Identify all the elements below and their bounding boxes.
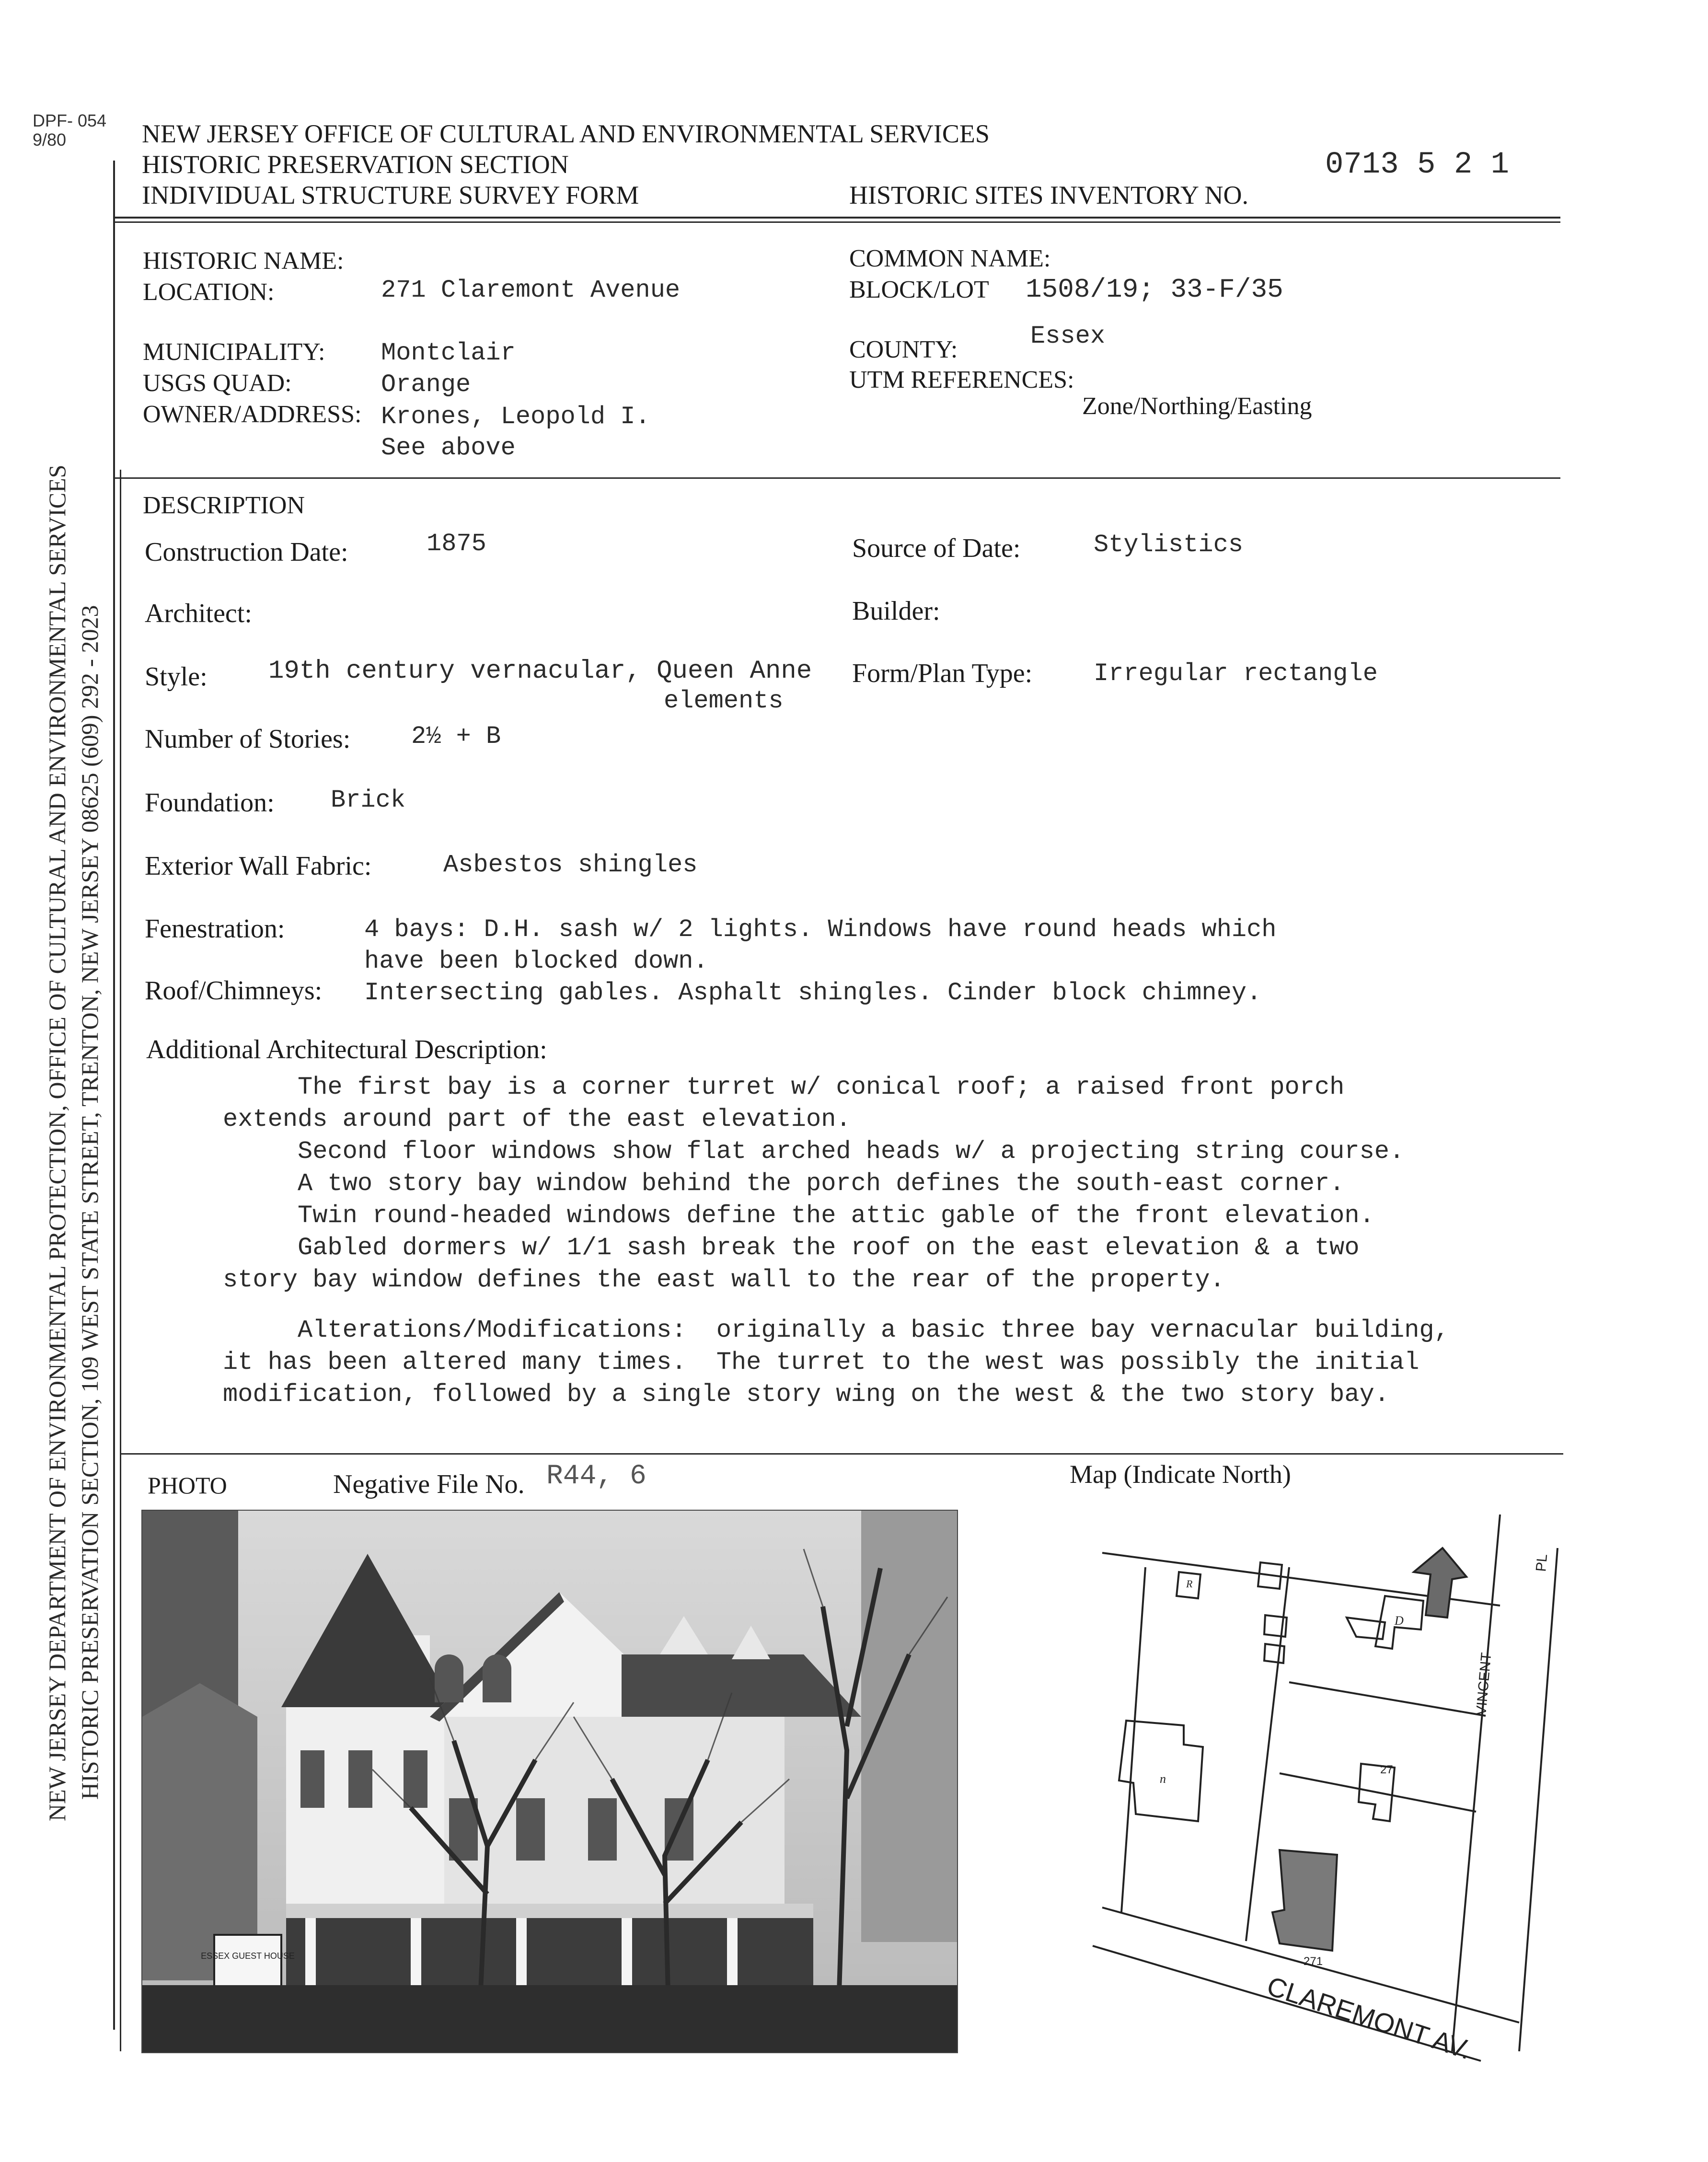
builder-label: Builder:: [852, 596, 940, 626]
stories-value: 2½ + B: [411, 722, 501, 751]
fenestration-label: Fenestration:: [145, 914, 285, 944]
common-name-label: COMMON NAME:: [849, 245, 1051, 272]
wall-fabric-value: Asbestos shingles: [443, 851, 698, 879]
map-lot-27: 27: [1380, 1763, 1393, 1776]
description-line: A two story bay window behind the porch defines the south-east corner.: [223, 1169, 1345, 1198]
negative-file-label: Negative File No.: [333, 1469, 525, 1499]
municipality-label: MUNICIPALITY:: [143, 338, 325, 366]
header-form-name: INDIVIDUAL STRUCTURE SURVEY FORM: [142, 181, 639, 209]
additional-description-text: [223, 1071, 1404, 1296]
house-photo-image: [142, 1511, 957, 2052]
foundation-value: Brick: [331, 786, 406, 814]
form-code-date: 9/80: [33, 130, 67, 150]
house-photograph: [141, 1510, 958, 2053]
map-street-suffix: PL: [1533, 1553, 1551, 1572]
block-lot-label: BLOCK/LOT: [849, 276, 989, 303]
description-divider: [120, 1453, 1563, 1455]
alterations-text: [223, 1314, 1449, 1411]
roof-chimneys-value: Intersecting gables. Asphalt shingles. Cinder block chimney.: [364, 979, 1262, 1007]
inventory-label: HISTORIC SITES INVENTORY NO.: [849, 181, 1249, 209]
additional-description-label: Additional Architectural Description:: [146, 1035, 547, 1064]
architect-label: Architect:: [145, 599, 252, 628]
municipality-value: Montclair: [381, 339, 516, 367]
side-text-department: NEW JERSEY DEPARTMENT OF ENVIRONMENTAL PROTECTION, OFFICE OF CULTURAL AND ENVIRONMENTAL SERVICES: [44, 464, 70, 1821]
inventory-number: 0713 5 2 1: [1325, 148, 1510, 182]
left-frame-line: [113, 161, 115, 2030]
utm-subheading: Zone/Northing/Easting: [1082, 393, 1312, 420]
form-plan-value: Irregular rectangle: [1094, 659, 1378, 688]
style-value: 19th century vernacular, Queen Anne: [268, 657, 812, 686]
location-value: 271 Claremont Avenue: [381, 276, 681, 304]
identification-divider: [113, 477, 1560, 479]
description-line: Twin round-headed windows define the attic gable of the front elevation.: [223, 1202, 1374, 1230]
description-line: Second floor windows show flat arched heads w/ a projecting string course.: [223, 1137, 1405, 1166]
fenestration-value-cont: have been blocked down.: [364, 947, 708, 975]
form-plan-label: Form/Plan Type:: [852, 659, 1033, 688]
usgs-label: USGS QUAD:: [143, 370, 292, 397]
county-value: Essex: [1030, 322, 1106, 350]
source-of-date-label: Source of Date:: [852, 533, 1021, 563]
style-label: Style:: [145, 662, 208, 692]
map-lot-271: 271: [1304, 1955, 1323, 1968]
construction-date-value: 1875: [427, 530, 486, 558]
form-code: [33, 111, 106, 150]
guest-house-sign: ESSEX GUEST HOUSE: [201, 1951, 295, 1961]
description-heading: DESCRIPTION: [143, 492, 305, 519]
alterations-line: Alterations/Modifications: originally a basic three bay vernacular building,: [223, 1316, 1449, 1344]
foundation-label: Foundation:: [145, 788, 275, 818]
form-code-number: DPF- 054: [33, 111, 107, 130]
block-lot-value: 1508/19; 33-F/35: [1026, 274, 1283, 305]
header-divider-2: [113, 221, 1560, 223]
source-of-date-value: Stylistics: [1094, 531, 1244, 559]
utm-label: UTM REFERENCES:: [849, 366, 1074, 393]
construction-date-label: Construction Date:: [145, 537, 348, 567]
fenestration-value: 4 bays: D.H. sash w/ 2 lights. Windows have round heads which: [364, 915, 1277, 944]
map-mark-r: R: [1186, 1578, 1193, 1590]
map-street-claremont: CLAREMONT AV.: [1263, 1970, 1476, 2065]
left-frame-line-inner: [120, 470, 121, 2051]
description-line: Gabled dormers w/ 1/1 sash break the roof on the east elevation & a two: [223, 1234, 1360, 1262]
alterations-line: modification, followed by a single story wing on the west & the two story bay.: [223, 1380, 1389, 1409]
style-value-cont: elements: [664, 687, 784, 715]
side-text-address: HISTORIC PRESERVATION SECTION, 109 WEST STATE STREET, TRENTON, NEW JERSEY 08625 (609) 292 - 2023: [76, 605, 103, 1800]
map-mark-n: n: [1160, 1772, 1166, 1786]
description-line: story bay window defines the east wall to the rear of the property.: [223, 1266, 1225, 1294]
photo-label: PHOTO: [148, 1472, 227, 1499]
owner-label: OWNER/ADDRESS:: [143, 401, 362, 428]
map-street-vincent: VINCENT: [1473, 1652, 1495, 1716]
north-arrow-icon: [1414, 1548, 1466, 1618]
usgs-value: Orange: [381, 370, 471, 399]
map-mark-d: D: [1395, 1614, 1404, 1628]
header-title: NEW JERSEY OFFICE OF CULTURAL AND ENVIRONMENTAL SERVICES: [142, 119, 990, 148]
location-map: [1088, 1515, 1567, 2075]
location-label: LOCATION:: [143, 278, 275, 306]
roof-chimneys-label: Roof/Chimneys:: [145, 976, 323, 1006]
header-divider: [113, 217, 1560, 219]
historic-name-label: HISTORIC NAME:: [143, 247, 344, 275]
description-line: The first bay is a corner turret w/ conical roof; a raised front porch: [223, 1073, 1345, 1101]
description-line: extends around part of the east elevation.: [223, 1105, 851, 1133]
county-label: COUNTY:: [849, 336, 958, 363]
alterations-line: it has been altered many times. The turret to the west was possibly the initial: [223, 1348, 1419, 1376]
header-section: HISTORIC PRESERVATION SECTION: [142, 150, 569, 179]
wall-fabric-label: Exterior Wall Fabric:: [145, 851, 372, 881]
stories-label: Number of Stories:: [145, 724, 351, 754]
map-label: Map (Indicate North): [1070, 1460, 1291, 1489]
negative-file-value: R44, 6: [546, 1461, 646, 1492]
owner-value: Krones, Leopold I.: [381, 403, 650, 431]
map-drawing: [1088, 1515, 1567, 2075]
owner-address-value: See above: [381, 434, 516, 462]
